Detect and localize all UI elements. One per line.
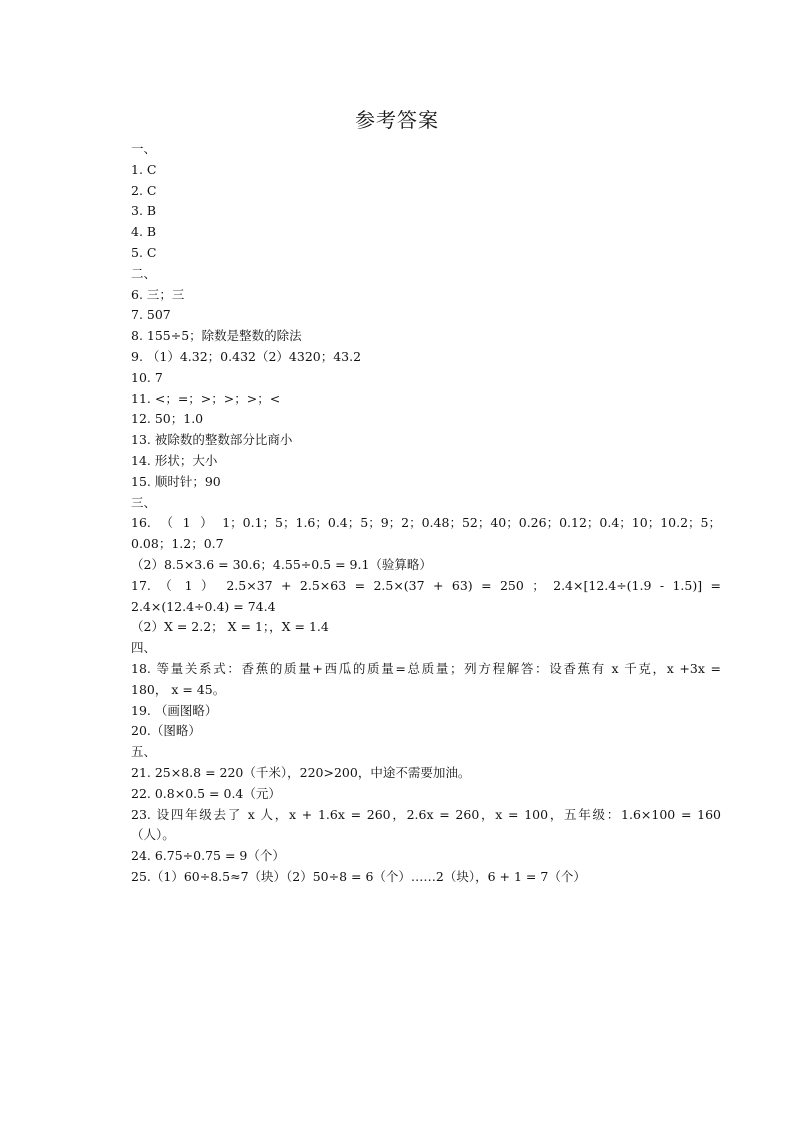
answer-line-23-cont: （人）。: [131, 827, 175, 843]
answer-line-17-cont: 2.4×(12.4÷0.4) = 74.4: [131, 598, 276, 614]
answer-line-12: 12. 50；1.0: [131, 411, 204, 427]
answer-line-16-cont: 0.08；1.2；0.7: [131, 536, 224, 552]
answer-line-14: 14. 形状；大小: [131, 452, 218, 468]
answer-line-22: 22. 0.8×0.5 = 0.4（元）: [131, 785, 281, 801]
answer-line-6: 6. 三；三: [131, 286, 185, 302]
answer-line-9: 9. （1）4.32；0.432（2）4320；43.2: [131, 348, 362, 364]
answer-line-25: 25.（1）60÷8.5≈7（块）（2）50÷8 = 6（个）……2（块），6 + 1 = 7（个）: [131, 868, 586, 884]
answer-line-18: 18. 等量关系式：香蕉的质量+西瓜的质量=总质量；列方程解答：设香蕉有 x 千克，x +3x =: [131, 660, 721, 676]
section-heading-5: 五、: [131, 744, 157, 760]
answer-line-17-part2: （2）X = 2.2； X = 1；，X = 1.4: [131, 619, 329, 635]
answer-line-17: 17. （ 1 ） 2.5×37 + 2.5×63 = 2.5×(37 + 63) = 250 ； 2.4×[12.4÷(1.9 - 1.5)] =: [131, 577, 721, 593]
page-title: 参考答案: [355, 108, 439, 132]
answer-list: [131, 139, 721, 888]
answer-line-8: 8. 155÷5；除数是整数的除法: [131, 328, 302, 344]
answer-line-19: 19. （画图略）: [131, 702, 218, 718]
answer-line-10: 10. 7: [131, 369, 163, 385]
answer-line-23: 23. 设四年级去了 x 人，x + 1.6x = 260，2.6x = 260，x = 100，五年级：1.6×100 = 160: [131, 806, 721, 822]
section-heading-2: 二、: [131, 265, 157, 281]
answer-line-20: 20.（图略）: [131, 723, 201, 739]
answer-line-11: 11. <；=；>；>；>；<: [131, 390, 281, 406]
answer-line-16-part2: （2）8.5×3.6 = 30.6；4.55÷0.5 = 9.1（验算略）: [131, 556, 432, 572]
section-heading-1: 一、: [131, 141, 157, 156]
answer-line-24: 24. 6.75÷0.75 = 9（个）: [131, 848, 285, 864]
answer-line-7: 7. 507: [131, 307, 171, 323]
answer-line-4: 4. B: [131, 224, 157, 240]
answer-line-15: 15. 顺时针；90: [131, 473, 221, 489]
answer-line-21: 21. 25×8.8 = 220（千米），220>200，中途不需要加油。: [131, 764, 471, 780]
answer-line-18-cont: 180， x = 45。: [131, 681, 226, 697]
answer-line-2: 2. C: [131, 182, 157, 198]
section-heading-3: 三、: [131, 494, 157, 510]
answer-line-13: 13. 被除数的整数部分比商小: [131, 432, 293, 448]
answer-line-16: 16.（1）1；0.1；5；1.6；0.4；5；9；2；0.48；52；40；0.26；0.12；0.4；10；10.2；5；: [131, 515, 721, 531]
answer-line-1: 1. C: [131, 161, 157, 177]
answer-line-5: 5. C: [131, 244, 157, 260]
section-heading-4: 四、: [131, 640, 157, 656]
answer-line-3: 3. B: [131, 203, 157, 219]
